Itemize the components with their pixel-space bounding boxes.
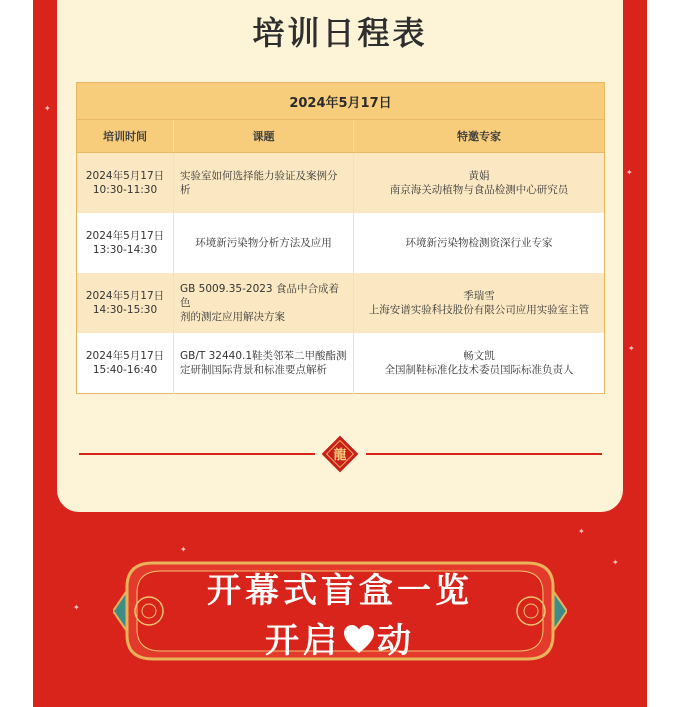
expert-title: 上海安谱实验科技股份有限公司应用实验室主管: [368, 304, 590, 316]
dragon-emblem-icon: [321, 435, 359, 473]
table-row: [77, 333, 605, 394]
topic-line: 剂的测定应用解决方案: [180, 311, 285, 323]
expert-name: 畅文凯: [463, 350, 495, 362]
date-header-row: [77, 83, 605, 120]
session-date: 2024年5月17日: [85, 350, 165, 362]
topic-line: GB 5009.35-2023 食品中合成着色: [180, 283, 339, 309]
expert-cell: [354, 333, 605, 394]
expert-title: 南京海关动植物与食品检测中心研究员: [389, 184, 569, 196]
schedule-table: [76, 82, 605, 394]
sparkle-decoration: ✦: [578, 527, 585, 536]
topic-line: 析: [180, 184, 191, 196]
banner-subtitle-right: 动: [377, 621, 415, 661]
topic-line: GB/T 32440.1鞋类邻苯二甲酸酯测: [180, 350, 347, 362]
column-header-expert: 特邀专家: [354, 120, 605, 153]
dragon-glyph: 龍: [333, 448, 347, 463]
expert-name: 季瑞雪: [463, 290, 495, 302]
time-cell: [77, 213, 174, 273]
session-time: 14:30-15:30: [92, 304, 158, 316]
session-date: 2024年5月17日: [85, 290, 165, 302]
sparkle-decoration: ✦: [180, 545, 187, 554]
table-row: [77, 153, 605, 214]
column-header-row: [77, 120, 605, 153]
topic-cell: [174, 213, 354, 273]
divider-line-left: [79, 453, 315, 455]
topic-cell: [174, 153, 354, 214]
sparkle-decoration: ✦: [612, 558, 619, 567]
divider-line-right: [366, 453, 602, 455]
sparkle-decoration: ✦: [73, 603, 80, 612]
column-header-topic: 课题: [174, 120, 354, 153]
topic-line: 实验室如何选择能力验证及案例分: [180, 170, 338, 182]
table-row: [77, 213, 605, 273]
session-date: 2024年5月17日: [85, 230, 165, 242]
session-time: 13:30-14:30: [92, 244, 158, 256]
time-cell: [77, 153, 174, 214]
banner-title: 开幕式盲盒一览: [207, 571, 473, 611]
expert-cell: [354, 273, 605, 333]
table-row: [77, 273, 605, 333]
sparkle-decoration: ✦: [626, 168, 633, 177]
time-cell: [77, 273, 174, 333]
date-header: 2024年5月17日: [77, 83, 605, 120]
banner-subtitle: [113, 613, 567, 662]
banner-subtitle-left: 开启: [265, 621, 341, 661]
page-title: 培训日程表: [252, 14, 428, 52]
session-date: 2024年5月17日: [85, 170, 165, 182]
opening-banner: [113, 557, 567, 665]
topic-line: 环境新污染物分析方法及应用: [195, 237, 332, 249]
expert-cell: [354, 153, 605, 214]
topic-line: 定研制国际背景和标准要点解析: [180, 364, 327, 376]
column-header-time: 培训时间: [77, 120, 174, 153]
expert-title: 环境新污染物检测资深行业专家: [405, 237, 553, 249]
heart-icon: [343, 625, 375, 655]
expert-title: 全国制鞋标准化技术委员国际标准负责人: [384, 364, 574, 376]
expert-name: 黄娟: [468, 170, 490, 182]
topic-cell: [174, 273, 354, 333]
expert-cell: [354, 213, 605, 273]
session-time: 10:30-11:30: [92, 184, 158, 196]
session-time: 15:40-16:40: [92, 364, 158, 376]
sparkle-decoration: ✦: [44, 104, 51, 113]
topic-cell: [174, 333, 354, 394]
time-cell: [77, 333, 174, 394]
sparkle-decoration: ✦: [628, 344, 635, 353]
